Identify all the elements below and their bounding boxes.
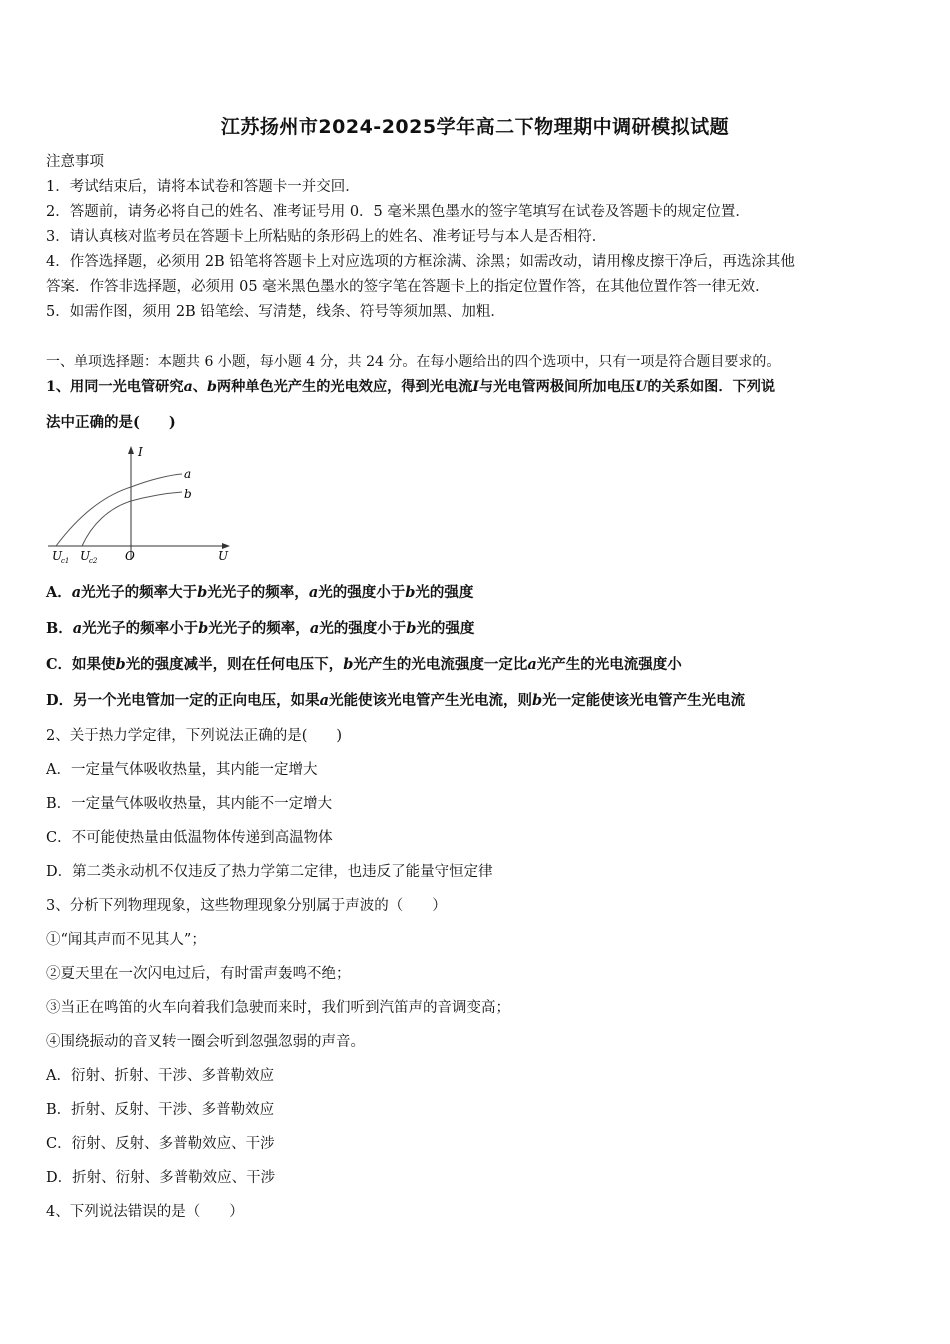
opt-text: 光产生的光电流强度一定比: [353, 656, 528, 673]
q1-option-a: [46, 583, 473, 603]
opt-var: b: [343, 656, 354, 673]
opt-text: 光光子的频率，: [207, 584, 309, 601]
opt-text: 光光子的频率大于: [81, 584, 198, 601]
axis-label-i: I: [138, 445, 143, 459]
opt-text: 光的强度: [415, 584, 474, 601]
opt-var: a: [319, 692, 329, 709]
opt-text: A．: [46, 584, 72, 601]
q3-option-d: D．折射、衍射、多普勒效应、干涉: [46, 1170, 276, 1186]
q3-option-b: B．折射、反射、干涉、多普勒效应: [46, 1102, 275, 1118]
opt-text: D．另一个光电管加一定的正向电压，如果: [46, 692, 320, 709]
q3-stem: 3、分析下列物理现象，这些物理现象分别属于声波的（ ）: [46, 898, 447, 914]
q1-var-I: I: [472, 379, 479, 395]
notice-item-1: 1．考试结束后，请将本试卷和答题卡一并交回．: [46, 179, 360, 195]
q1-option-d: [46, 691, 745, 711]
opt-var: a: [72, 620, 83, 637]
q4-stem: 4、下列说法错误的是（ ）: [46, 1204, 244, 1220]
notice-item-4: 4．作答选择题，必须用 2B 铅笔将答题卡上对应选项的方框涂满、涂黑；如需改动，请用橡皮擦干净后，再选涂其他: [46, 254, 795, 270]
q3-item-2: ②夏天里在一次闪电过后，有时雷声轰鸣不绝；: [46, 966, 351, 982]
uc2-subscript: c2: [89, 557, 98, 565]
q3-option-c: C．衍射、反射、多普勒效应、干涉: [46, 1136, 275, 1152]
opt-text: 光光子的频率小于: [82, 620, 199, 637]
q1-text: 两种单色光产生的光电效应，得到光电流: [216, 379, 473, 395]
q1-text: 、: [192, 379, 207, 395]
uc1-label: U: [52, 549, 63, 563]
q1-text: 的关系如图．下列说: [647, 379, 776, 395]
axis-label-u: U: [218, 549, 229, 563]
q2-option-b: B．一定量气体吸收热量，其内能不一定增大: [46, 796, 333, 812]
page-title: 江苏扬州市2024-2025学年高二下物理期中调研模拟试题: [220, 116, 730, 138]
notice-item-3: 3．请认真核对监考员在答题卡上所粘贴的条形码上的姓名、准考证号与本人是否相符．: [46, 229, 607, 245]
curve-b: [82, 492, 182, 546]
q3-item-1: ①“闻其声而不见其人”；: [46, 932, 206, 948]
q2-option-d: D．第二类永动机不仅违反了热力学第二定律，也违反了能量守恒定律: [46, 864, 493, 880]
iu-graph: [44, 442, 234, 567]
q2-option-a: A．一定量气体吸收热量，其内能一定增大: [46, 762, 318, 778]
opt-var: b: [198, 620, 209, 637]
opt-var: b: [406, 620, 417, 637]
origin-label: O: [125, 549, 135, 563]
q1-var-a: a: [183, 379, 193, 395]
opt-var: a: [308, 584, 319, 601]
uc2-label: U: [80, 549, 91, 563]
q3-option-a: A．衍射、折射、干涉、多普勒效应: [46, 1068, 274, 1084]
q1-text: 1、用同一光电管研究: [46, 379, 184, 395]
curve-a: [56, 474, 182, 546]
opt-text: B．: [46, 620, 73, 637]
q2-option-c: C．不可能使热量由低温物体传递到高温物体: [46, 830, 333, 846]
curve-a-label: a: [184, 467, 192, 481]
opt-text: 光的强度小于: [318, 584, 406, 601]
i-axis-arrow-icon: [128, 446, 134, 454]
opt-var: a: [71, 584, 82, 601]
opt-var: a: [309, 620, 320, 637]
opt-text: 光产生的光电流强度小: [536, 656, 682, 673]
opt-text: 光的强度小于: [319, 620, 407, 637]
opt-text: 光一定能使该光电管产生光电流: [542, 692, 746, 709]
q1-option-b: [46, 619, 474, 639]
opt-text: 光光子的频率，: [208, 620, 310, 637]
q1-stem-line2: 法中正确的是( ): [46, 414, 176, 431]
opt-text: 光的强度: [416, 620, 475, 637]
opt-var: b: [405, 584, 416, 601]
q1-option-c: [46, 655, 682, 675]
opt-var: b: [531, 692, 543, 709]
q1-text: 与光电管两极间所加电压: [478, 379, 635, 395]
opt-var: a: [527, 656, 537, 673]
notice-item-4-cont: 答案．作答非选择题，必须用 05 毫米黑色墨水的签字笔在答题卡上的指定位置作答，在其他位置作答一律无效．: [46, 279, 770, 295]
q1-stem-line1: [46, 377, 775, 397]
q1-var-b: b: [206, 379, 217, 395]
q3-item-4: ④围绕振动的音叉转一圈会听到忽强忽弱的声音。: [46, 1034, 365, 1050]
curve-b-label: b: [184, 487, 192, 501]
q3-item-3: ③当正在鸣笛的火车向着我们急驶而来时，我们听到汽笛声的音调变高；: [46, 1000, 510, 1016]
q1-var-U: U: [635, 379, 648, 395]
section-heading: 一、单项选择题：本题共 6 小题，每小题 4 分，共 24 分。在每小题给出的四个选项中，只有一项是符合题目要求的。: [46, 354, 781, 370]
opt-var: b: [197, 584, 208, 601]
opt-text: C．如果使: [46, 656, 116, 673]
notice-item-5: 5．如需作图，须用 2B 铅笔绘、写清楚，线条、符号等须加黑、加粗．: [46, 304, 505, 320]
notice-item-2: 2．答题前，请务必将自己的姓名、准考证号用 0．5 毫米黑色墨水的签字笔填写在试卷及答题卡的规定位置．: [46, 204, 750, 220]
notice-heading: 注意事项: [46, 154, 104, 170]
opt-var: b: [115, 656, 126, 673]
opt-text: 光能使该光电管产生光电流，则: [328, 692, 532, 709]
q2-stem: 2、关于热力学定律，下列说法正确的是( ): [46, 728, 343, 744]
uc1-subscript: c1: [61, 557, 70, 565]
opt-text: 光的强度减半，则在任何电压下，: [125, 656, 344, 673]
